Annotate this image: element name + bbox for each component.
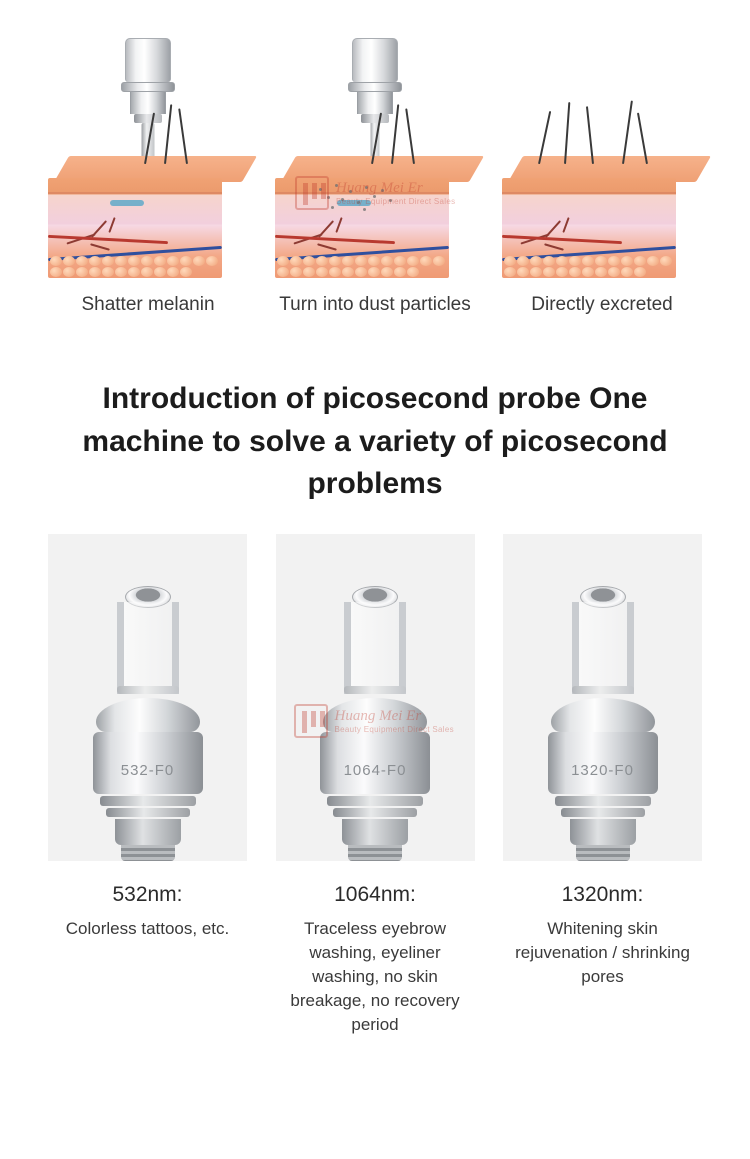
- handpiece-icon: [120, 38, 176, 123]
- diagram-cell-dust-particles: [275, 38, 475, 316]
- skin-diagram-illustration: [275, 38, 475, 278]
- probe-description: Whitening skin rejuvenation / shrinking pores: [515, 918, 690, 987]
- watermark-brand: Huang Mei Er: [336, 180, 423, 197]
- probe-title: 1064nm:: [334, 882, 416, 906]
- probe-title: 1320nm:: [561, 882, 644, 906]
- probe-engraving: 1320-F0: [571, 761, 634, 779]
- mechanism-diagram-row: [0, 0, 750, 316]
- probe-description: Traceless eyebrow washing, eyeliner washing, no skin breakage, no recovery period: [290, 918, 460, 1035]
- handpiece-icon: [347, 38, 403, 123]
- diagram-cell-directly-excreted: [502, 38, 702, 316]
- probe-title: 532nm:: [112, 882, 183, 906]
- probe-card-532nm: [48, 534, 247, 1038]
- watermark-tagline: Beauty Equipment Direct Sales: [336, 197, 456, 207]
- diagram-caption: Shatter melanin: [81, 294, 215, 315]
- watermark-brand: Huang Mei Er: [334, 707, 422, 724]
- probe-image: [48, 534, 247, 861]
- section-heading: Introduction of picosecond probe One machine to solve a variety of picosecond problems: [82, 382, 668, 501]
- probe-illustration: [543, 586, 663, 861]
- probe-engraving: 532-F0: [120, 761, 175, 779]
- probe-image: [276, 534, 475, 861]
- probe-engraving: 1064-F0: [343, 761, 407, 779]
- probe-card-1320nm: [503, 534, 702, 1038]
- skin-diagram-illustration: [48, 38, 248, 278]
- diagram-cell-shatter-melanin: [48, 38, 248, 316]
- probe-image: [503, 534, 702, 861]
- skin-block: [502, 156, 702, 286]
- skin-diagram-illustration: [502, 38, 702, 278]
- probe-description: Colorless tattoos, etc.: [65, 918, 230, 938]
- probe-illustration: [88, 586, 208, 861]
- probe-row: [0, 506, 750, 1038]
- watermark-tagline: Beauty Equipment Direct Sales: [334, 724, 454, 734]
- probe-illustration: [315, 586, 435, 861]
- skin-block: [275, 156, 475, 286]
- probe-card-1064nm: [276, 534, 475, 1038]
- diagram-caption: Directly excreted: [531, 294, 673, 315]
- diagram-caption: Turn into dust particles: [279, 294, 471, 315]
- skin-block: [48, 156, 248, 286]
